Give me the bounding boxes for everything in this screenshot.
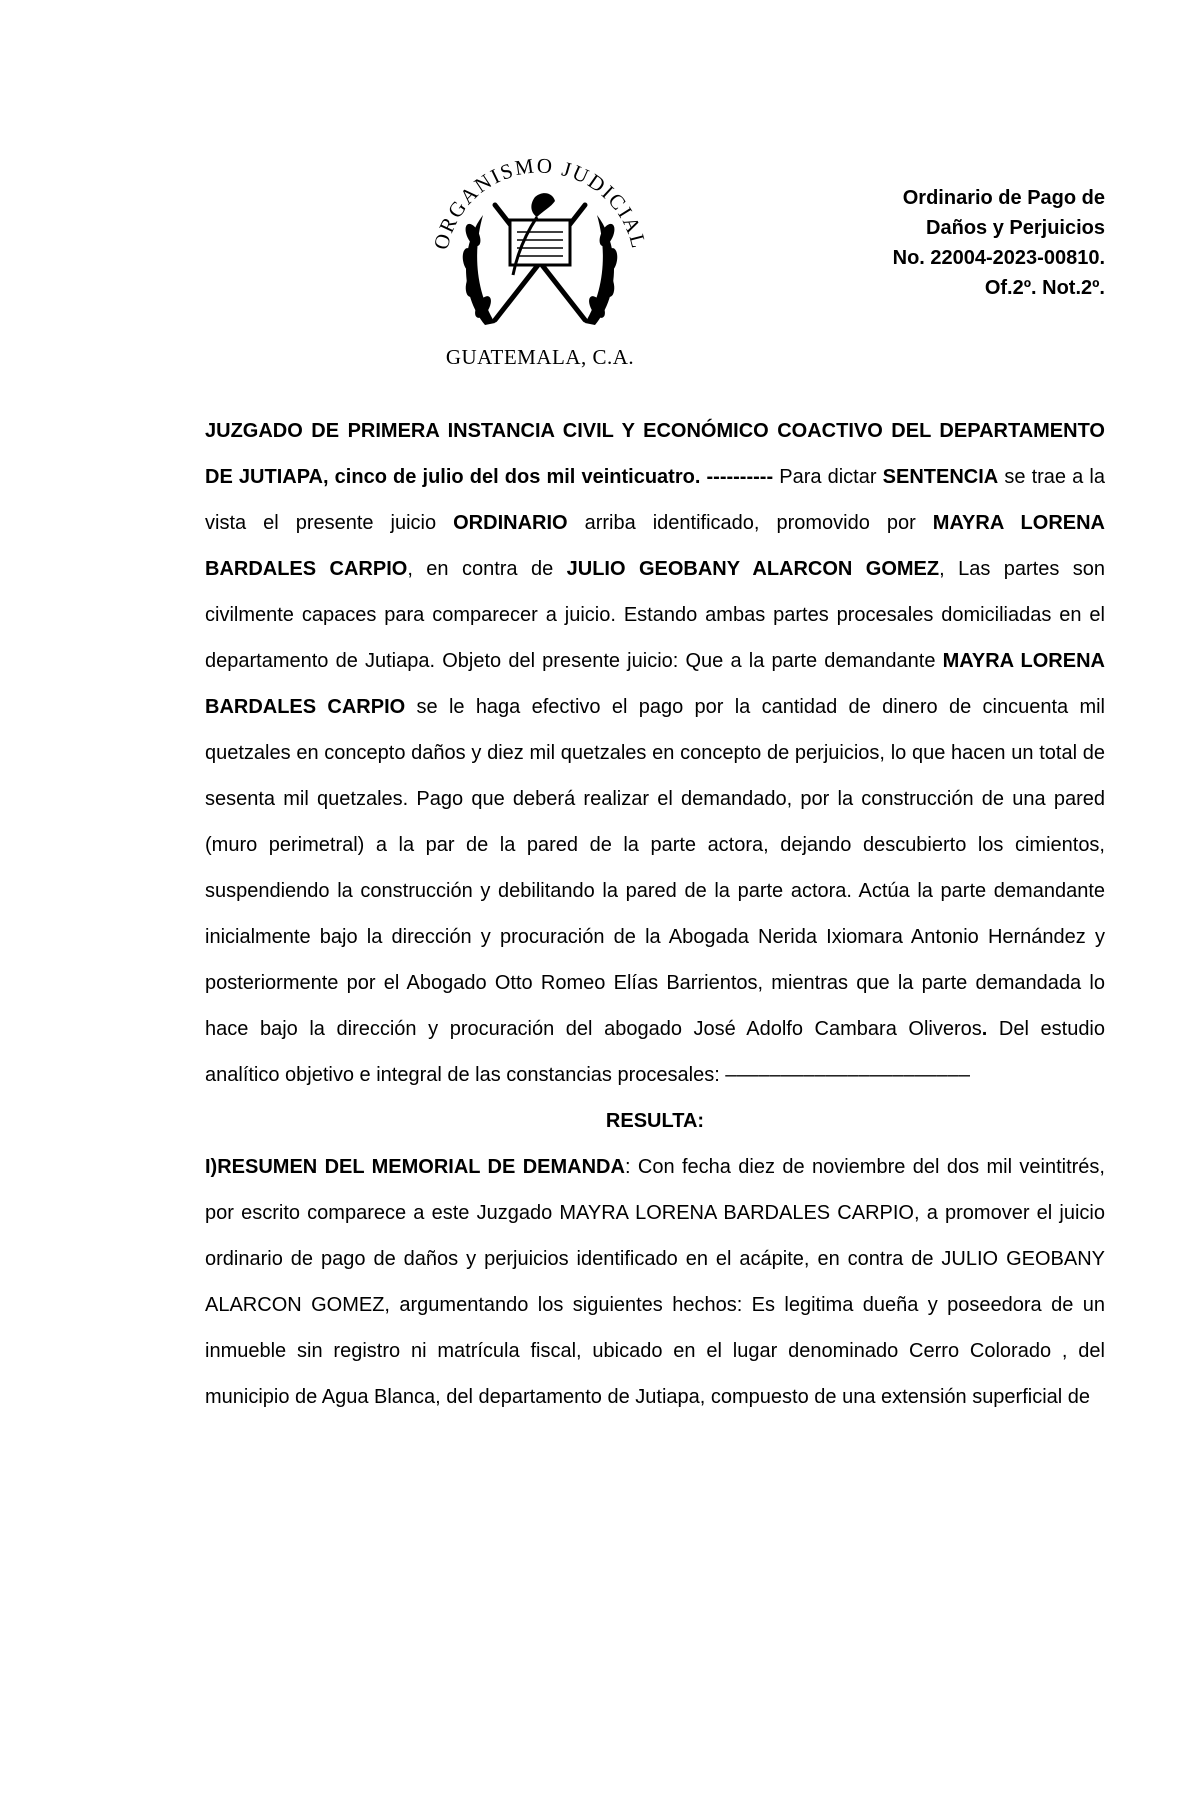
opening-paragraph: JUZGADO DE PRIMERA INSTANCIA CIVIL Y ECONÓMICO COACTIVO DEL DEPARTAMENTO DE JUTIAPA, cinco de julio del dos mil veinticuatro. ---------- Para dictar SENTENCIA se trae a la vista el presente juicio ORDINARIO arriba identificado, promovido por MAYRA LORENA BARDALES CARPIO, en contra de JULIO GEOBANY ALARCON GOMEZ, Las partes son civilmente capaces para comparecer a juicio. Estando ambas partes procesales domiciliadas en el departamento de Jutiapa. Objeto del presente juicio: Que a la parte demandante MAYRA LORENA BARDALES CARPIO se le haga efectivo el pago por la cantidad de dinero de cincuenta mil quetzales en concepto daños y diez mil quetzales en concepto de perjuicios, lo que hacen un total de sesenta mil quetzales. Pago que deberá realizar el demandado, por la construcción de una pared (muro perimetral) a la par de la pared de la parte actora, dejando descubierto los cimientos, suspendiendo la construcción y debilitando la pared de la parte actora. Actúa la parte demandante inicialmente bajo la dirección y procuración de la Abogada Nerida Ixiomara Antonio Hernández y posteriormente por el Abogado Otto Romeo Elías Barrientos, mientras que la parte demandada lo hace bajo la dirección y procuración del abogado José Adolfo Cambara Oliveros. Del estudio analítico objetivo e integral de las constancias procesales: –––––––––––––––––––––– — [205, 420, 1106, 1086]
plaintiff-name-repeat: MAYRA LORENA BARDALES CARPIO — [205, 650, 1105, 718]
section-title: I)RESUMEN DEL MEMORIAL DE DEMANDA — [205, 1156, 625, 1178]
sentencia-term: SENTENCIA — [882, 466, 999, 488]
case-type-line-1: Ordinario de Pago de — [902, 187, 1105, 209]
court-name: JUZGADO DE PRIMERA INSTANCIA CIVIL Y ECONÓMICO COACTIVO DEL DEPARTAMENTO DE JUTIAPA — [205, 420, 1105, 488]
case-number: No. 22004-2023-00810. — [892, 247, 1105, 269]
svg-text:ORGANISMO JUDICIAL: ORGANISMO JUDICIAL — [428, 153, 652, 253]
section-text: : Con fecha diez de noviembre del dos mil veintitrés, por escrito comparece a este Juzgado MAYRA LORENA BARDALES CARPIO, a promover el juicio ordinario de pago de daños y perjuicios identificado en el acápite, en contra de JULIO GEOBANY ALARCON GOMEZ, argumentando los siguientes hechos: Es legitima dueña y poseedora de un inmueble sin registro ni matrícula fiscal, ubicado en el lugar denominado Cerro Colorado , del municipio de Agua Blanca, del departamento de Jutiapa, compuesto de una extensión superficial de — [205, 1156, 1105, 1408]
case-reference — [785, 183, 1105, 303]
document-body — [205, 408, 1105, 1420]
case-type-line-2: Daños y Perjuicios — [926, 217, 1105, 239]
section-demand-summary — [205, 1144, 1105, 1420]
organismo-judicial-seal — [425, 135, 655, 375]
case-office: Of.2º. Not.2º. — [984, 277, 1105, 299]
plaintiff-name: MAYRA LORENA BARDALES CARPIO — [205, 512, 1105, 580]
sentence-date: , cinco de julio del dos mil veinticuatro. ---------- — [323, 466, 774, 488]
ordinario-term: ORDINARIO — [453, 512, 568, 534]
seal-caption: GUATEMALA, C.A. — [445, 345, 635, 369]
resulta-heading: RESULTA: — [605, 1110, 705, 1132]
defendant-name: JULIO GEOBANY ALARCON GOMEZ — [566, 558, 940, 580]
